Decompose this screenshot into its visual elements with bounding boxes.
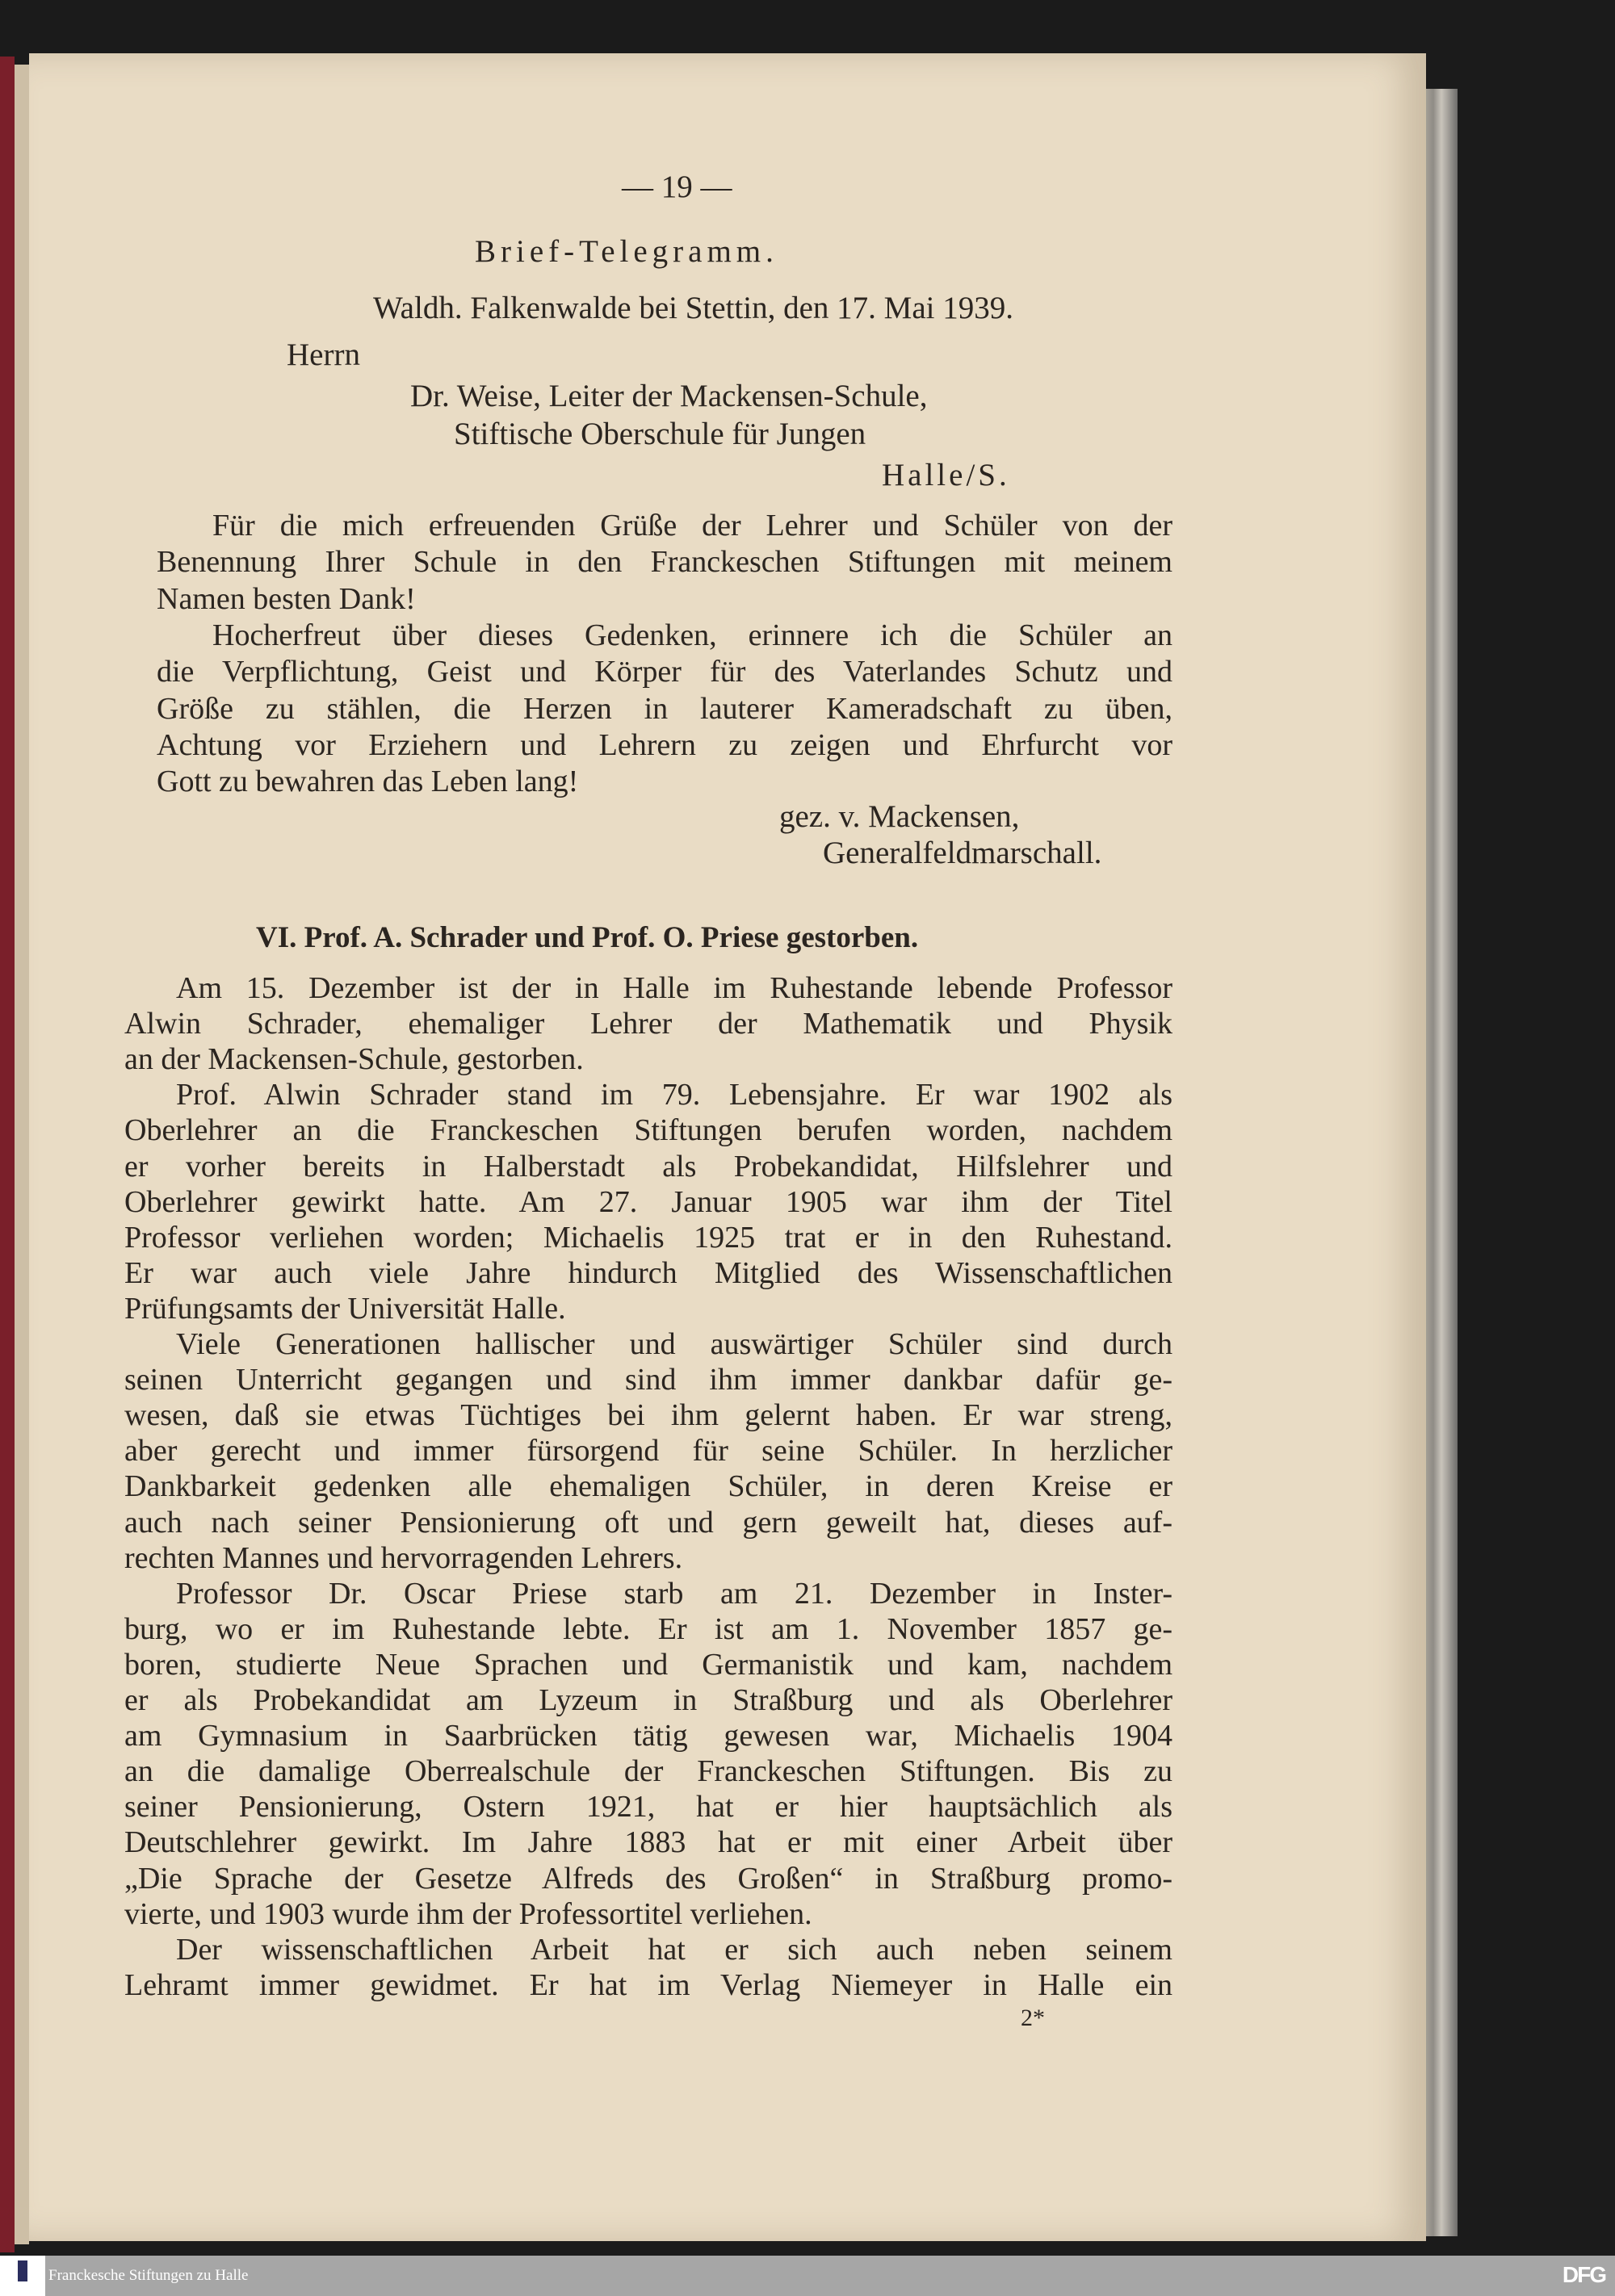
text-line: Benennung Ihrer Schule in den Franckeschen Stiftungen mit meinem	[157, 545, 1172, 580]
page-number: — 19 —	[622, 170, 732, 204]
text-line: Oberlehrer gewirkt hatte. Am 27. Januar 1905 war ihm der Titel	[124, 1184, 1172, 1219]
text-line: Professor Dr. Oscar Priese starb am 21. Dezember in Inster-	[176, 1576, 1172, 1611]
letter-signature: gez. v. Mackensen,	[779, 799, 1020, 834]
text-line: Hocherfreut über dieses Gedenken, erinnere ich die Schüler an	[212, 618, 1172, 652]
institution-logo	[0, 2256, 45, 2296]
text-line: Er war auch viele Jahre hindurch Mitglied des Wissenschaftlichen	[124, 1255, 1172, 1290]
book-spine	[0, 57, 15, 2252]
text-line: „Die Sprache der Gesetze Alfreds des Großen“ in Straßburg promo-	[124, 1861, 1172, 1896]
text-line: Lehramt immer gewidmet. Er hat im Verlag Niemeyer in Halle ein	[124, 1967, 1172, 2002]
text-line: auch nach seiner Pensionierung oft und gern geweilt hat, dieses auf-	[124, 1505, 1172, 1540]
letter-title: Brief-Telegramm.	[475, 234, 778, 269]
section-heading: VI. Prof. A. Schrader und Prof. O. Priese gestorben.	[256, 921, 919, 954]
letter-salutation: Herrn	[287, 337, 360, 372]
text-line: Alwin Schrader, ehemaliger Lehrer der Mathematik und Physik	[124, 1007, 1172, 1041]
letter-signature-title: Generalfeldmarschall.	[823, 836, 1102, 870]
letter-addressee-line-2: Stiftische Oberschule für Jungen	[454, 417, 866, 451]
text-line: Größe zu stählen, die Herzen in lauterer Kameradschaft zu üben,	[157, 691, 1172, 726]
text-line: seinen Unterricht gegangen und sind ihm immer dankbar dafür ge-	[124, 1363, 1172, 1397]
text-line: seiner Pensionierung, Ostern 1921, hat er hier hauptsächlich als	[124, 1790, 1172, 1825]
text-line: Für die mich erfreuenden Grüße der Lehrer und Schüler von der	[212, 509, 1172, 543]
text-line: boren, studierte Neue Sprachen und Germanistik und kam, nachdem	[124, 1647, 1172, 1682]
text-line: er vorher bereits in Halberstadt als Probekandidat, Hilfslehrer und	[124, 1149, 1172, 1184]
text-line: Professor verliehen worden; Michaelis 1925 trat er in den Ruhestand.	[124, 1220, 1172, 1255]
text-line: am Gymnasium in Saarbrücken tätig gewesen war, Michaelis 1904	[124, 1719, 1172, 1753]
text-line: Achtung vor Erziehern und Lehrern zu zeigen und Ehrfurcht vor	[157, 727, 1172, 762]
footer-bar	[0, 2256, 1615, 2296]
text-line: die Verpflichtung, Geist und Körper für des Vaterlandes Schutz und	[157, 655, 1172, 689]
text-line: er als Probekandidat am Lyzeum in Straßburg und als Oberlehrer	[124, 1683, 1172, 1717]
left-page-edge	[15, 65, 29, 2244]
text-line: Viele Generationen hallischer und auswärtiger Schüler sind durch	[176, 1327, 1172, 1361]
text-line: an der Mackensen-Schule, gestorben.	[124, 1042, 584, 1077]
text-line: an die damalige Oberrealschule der Franckeschen Stiftungen. Bis zu	[124, 1754, 1172, 1789]
text-line: Dankbarkeit gedenken alle ehemaligen Schüler, in deren Kreise er	[124, 1469, 1172, 1504]
text-line: wesen, daß sie etwas Tüchtiges bei ihm gelernt haben. Er war streng,	[124, 1398, 1172, 1433]
signature-mark: 2*	[1021, 2005, 1045, 2031]
letter-addressee-line-1: Dr. Weise, Leiter der Mackensen-Schule,	[410, 379, 928, 413]
text-line: rechten Mannes und hervorragenden Lehrers.	[124, 1540, 683, 1575]
text-line: Der wissenschaftlichen Arbeit hat er sich auch neben seinem	[176, 1932, 1172, 1967]
text-line: aber gerecht und immer fürsorgend für seine Schüler. In herzlicher	[124, 1434, 1172, 1469]
text-line: Deutschlehrer gewirkt. Im Jahre 1883 hat er mit einer Arbeit über	[124, 1825, 1172, 1860]
text-line: Namen besten Dank!	[157, 581, 416, 616]
letter-city: Halle/S.	[882, 458, 1010, 492]
letter-place-date: Waldh. Falkenwalde bei Stettin, den 17. Mai 1939.	[373, 291, 1013, 325]
text-line: Gott zu bewahren das Leben lang!	[157, 765, 579, 799]
text-line: Am 15. Dezember ist der in Halle im Ruhestande lebende Professor	[176, 971, 1172, 1005]
dfg-logo: DFG	[1562, 2262, 1605, 2287]
text-line: vierte, und 1903 wurde ihm der Professortitel verliehen.	[124, 1896, 812, 1931]
footer-institution: Franckesche Stiftungen zu Halle	[48, 2267, 249, 2284]
text-line: burg, wo er im Ruhestande lebte. Er ist am 1. November 1857 ge-	[124, 1611, 1172, 1646]
text-line: Prof. Alwin Schrader stand im 79. Lebensjahre. Er war 1902 als	[176, 1078, 1172, 1112]
text-line: Oberlehrer an die Franckeschen Stiftungen berufen worden, nachdem	[124, 1113, 1172, 1148]
text-line: Prüfungsamts der Universität Halle.	[124, 1291, 566, 1326]
